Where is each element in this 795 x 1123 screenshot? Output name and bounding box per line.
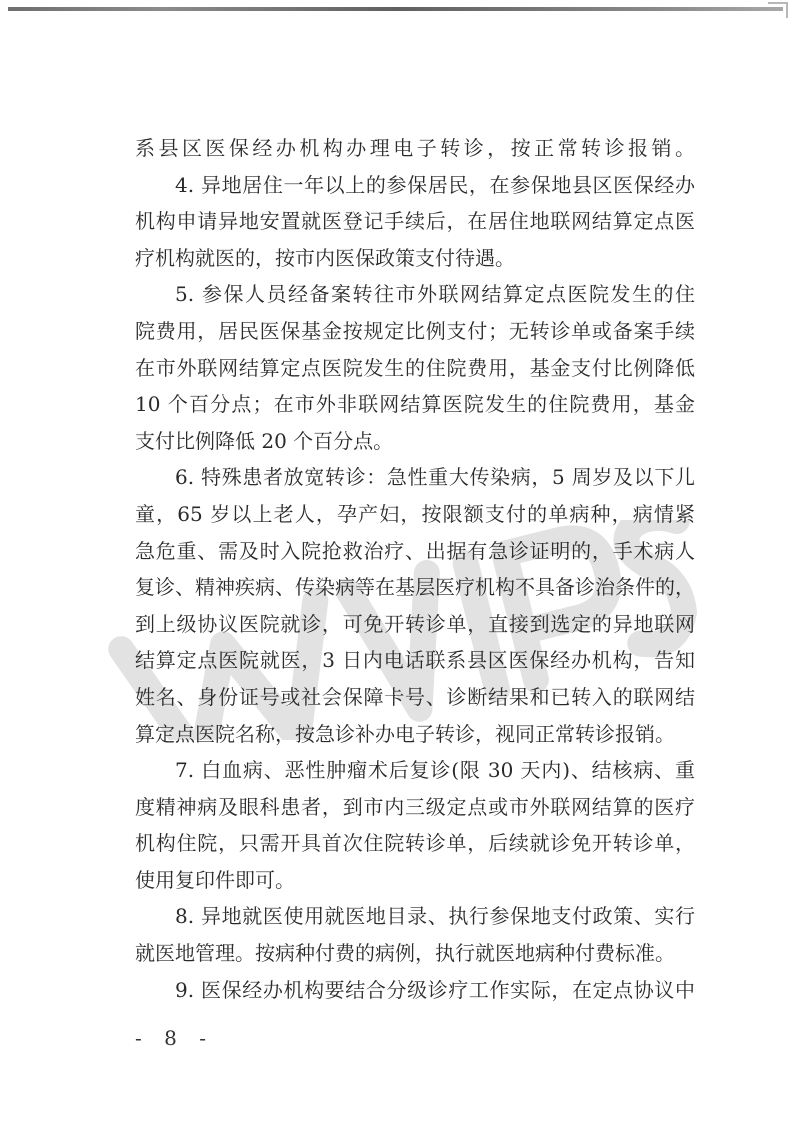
text-line: 到上级协议医院就诊，可免开转诊单，直接到选定的异地联网	[135, 611, 695, 636]
text-line: 算定点医院名称，按急诊补办电子转诊，视同正常转诊报销。	[135, 721, 675, 746]
text-line: 在市外联网结算定点医院发生的住院费用，基金支付比例降低	[135, 355, 695, 380]
page-number: - 8 -	[135, 1026, 214, 1050]
text-line: 9. 医保经办机构要结合分级诊疗工作实际，在定点协议中	[175, 977, 695, 1002]
text-line: 院费用，居民医保基金按规定比例支付；无转诊单或备案手续	[135, 318, 695, 343]
text-line: 机构申请异地安置就医登记手续后，在居住地联网结算定点医	[135, 209, 695, 234]
text-line: 复诊、精神疾病、传染病等在基层医疗机构不具备诊治条件的，	[135, 575, 695, 600]
text-line: 5. 参保人员经备案转往市外联网结算定点医院发生的住	[175, 282, 695, 307]
text-line: 结算定点医院就医，3 日内电话联系县区医保经办机构，告知	[135, 648, 695, 673]
body-text	[135, 130, 695, 1008]
text-line: 系县区医保经办机构办理电子转诊，按正常转诊报销。	[135, 136, 695, 160]
text-line: 6. 特殊患者放宽转诊：急性重大传染病，5 周岁及以下儿	[175, 465, 695, 490]
text-line: 疗机构就医的，按市内医保政策支付待遇。	[135, 245, 515, 270]
text-line: 姓名、身份证号或社会保障卡号、诊断结果和已转入的联网结	[135, 684, 695, 709]
text-line: 10 个百分点；在市外非联网结算医院发生的住院费用，基金	[135, 392, 695, 417]
text-line: 童，65 岁以上老人，孕产妇，按限额支付的单病种，病情紧	[135, 501, 695, 526]
text-line: 度精神病及眼科患者，到市内三级定点或市外联网结算的医疗	[135, 794, 695, 819]
text-line: 使用复印件即可。	[135, 867, 295, 892]
top-border-rule	[8, 7, 783, 11]
text-line: 急危重、需及时入院抢救治疗、出据有急诊证明的，手术病人	[135, 538, 695, 563]
corner-mark	[768, 2, 788, 18]
text-line: 就医地管理。按病种付费的病例，执行就医地病种付费标准。	[135, 941, 675, 966]
text-line: 机构住院，只需开具首次住院转诊单，后续就诊免开转诊单，	[135, 831, 695, 856]
text-line: 7. 白血病、恶性肿瘤术后复诊(限 30 天内)、结核病、重	[175, 758, 695, 783]
text-line: 8. 异地就医使用就医地目录、执行参保地支付政策、实行	[175, 904, 695, 929]
text-line: 支付比例降低 20 个百分点。	[135, 428, 394, 453]
text-line: 4. 异地居住一年以上的参保居民，在参保地县区医保经办	[175, 172, 695, 197]
